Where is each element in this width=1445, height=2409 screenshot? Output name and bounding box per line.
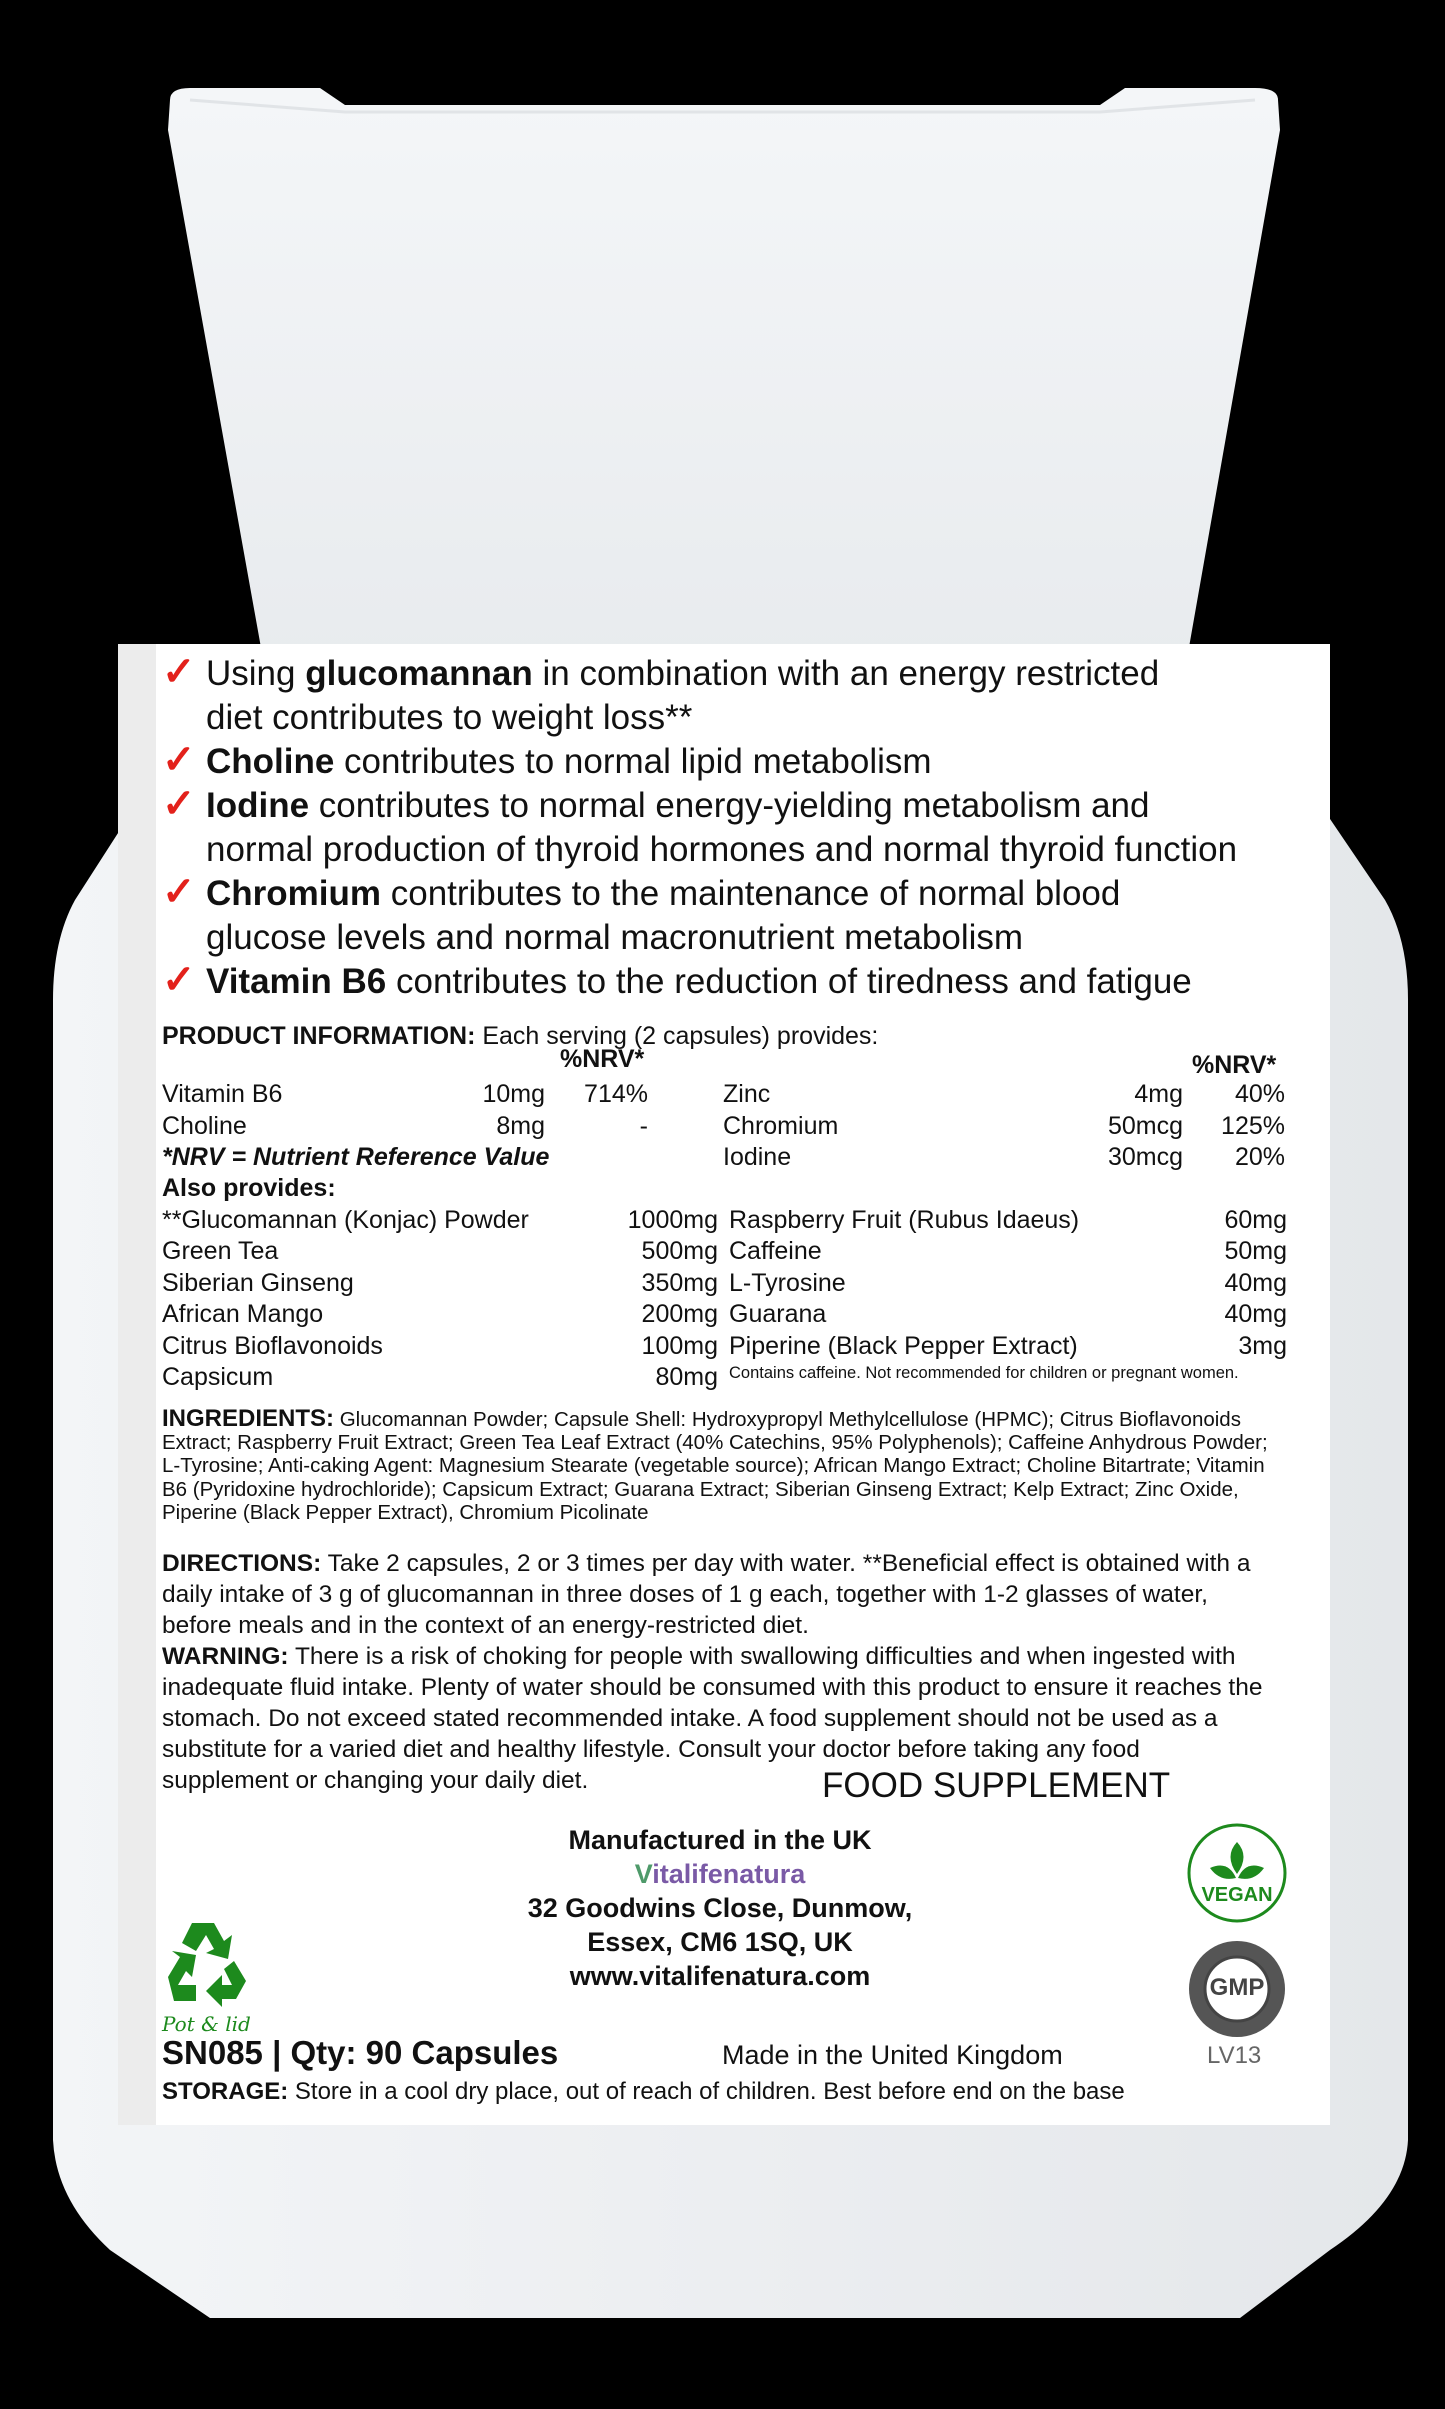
also-item-name: African Mango (162, 1300, 324, 1328)
check-icon: ✓ (162, 870, 196, 914)
vegan-badge (1186, 1822, 1288, 1924)
warning-text: There is a risk of choking for people with swallowing difficulties and when ingested with inadequate fluid intake. Plenty of water should be consumed with this product to ensure it reaches the stomach. Do not exceed stated recommended intake. A food supplement should not be used as a substitute for a varied diet and healthy lifestyle. Consult your doctor before taking any food supplement or changing your daily diet. (162, 1643, 1263, 1794)
nutrient-name: Chromium (723, 1112, 839, 1140)
claim-text-line2: glucose levels and normal macronutrient metabolism (206, 918, 1024, 957)
directions-paragraph (162, 1548, 1282, 1641)
manufactured-in: Manufactured in the UK (568, 1825, 872, 1855)
storage-text: Store in a cool dry place, out of reach of children. Best before end on the base (288, 2078, 1125, 2105)
also-item-amount: 60mg (1224, 1206, 1287, 1234)
brand-initial: V (634, 1859, 653, 1889)
label-version: LV13 (1207, 2042, 1262, 2069)
ingredients-text: Glucomannan Powder; Capsule Shell: Hydroxypropyl Methylcellulose (HPMC); Citrus Bioflavonoids Extract; Raspberry Fruit Extract; Green Tea Leaf Extract (40% Catechins, 95% Polyphenols); Caffeine Anhydrous Powder; L-Tyrosine; Anti-caking Agent: Magnesium Stearate (vegetable source); African Mango Extract; Choline Bitartrate; Vitamin B6 (Pyridoxine hydrochloride); Capsicum Extract; Guarana Extract; Siberian Ginseng Extract; Kelp Extract; Zinc Oxide, Piperine (Black Pepper Extract), Chromium Picolinate (162, 1408, 1268, 1524)
nutrient-name: Iodine (723, 1143, 792, 1171)
recycle-badge (162, 1915, 262, 2036)
nrv-note: *NRV = Nutrient Reference Value (162, 1143, 550, 1171)
claim-glucomannan (162, 650, 1159, 740)
gmp-label: GMP (1209, 1974, 1265, 2001)
also-item-amount: 3mg (1238, 1332, 1287, 1360)
website-link[interactable]: www.vitalifenatura.com (569, 1961, 871, 1991)
warning-heading: WARNING: (162, 1643, 289, 1670)
check-icon: ✓ (162, 650, 196, 694)
also-item-amount: 80mg (655, 1363, 718, 1391)
claim-text: contributes to the reduction of tiredness and fatigue (386, 962, 1192, 1001)
nutrient-name: Vitamin B6 (162, 1080, 283, 1108)
claim-text: contributes to the maintenance of normal blood (381, 874, 1121, 913)
nutrient-name: Zinc (723, 1080, 771, 1108)
claim-bold: Chromium (206, 874, 381, 913)
label-edge-shadow (118, 644, 156, 2125)
manufacturer-block (440, 1823, 1000, 1993)
claim-text: in combination with an energy restricted (532, 654, 1160, 693)
product-info-heading (162, 1021, 878, 1053)
gmp-badge (1186, 1938, 1288, 2040)
also-item-amount: 1000mg (627, 1206, 718, 1234)
address-line1: 32 Goodwins Close, Dunmow, (527, 1893, 913, 1923)
check-icon: ✓ (162, 958, 196, 1002)
claim-text-line2: diet contributes to weight loss** (206, 698, 693, 737)
directions-text: Take 2 capsules, 2 or 3 times per day with water. **Beneficial effect is obtained with a daily intake of 3 g of glucomannan in three doses of 1 g each, together with 1-2 glasses of water, before meals and in the context of an energy-restricted diet. (162, 1550, 1251, 1639)
made-in-uk: Made in the United Kingdom (722, 2040, 1063, 2070)
nutrient-nrv: - (639, 1112, 648, 1140)
brand-rest: italifenatura (652, 1859, 806, 1889)
claim-choline (162, 738, 932, 784)
claim-text: contributes to normal energy-yielding metabolism and (309, 786, 1150, 825)
claim-text-line2: normal production of thyroid hormones and normal thyroid function (206, 830, 1238, 869)
directions-heading: DIRECTIONS: (162, 1550, 322, 1577)
also-item-amount: 50mg (1224, 1237, 1287, 1265)
ingredients-paragraph (162, 1407, 1272, 1524)
nutrient-amount: 50mcg (1107, 1112, 1183, 1140)
also-item-name: **Glucomannan (Konjac) Powder (162, 1206, 529, 1234)
vegan-label: VEGAN (1201, 1884, 1273, 1906)
nutrient-amount: 30mcg (1107, 1143, 1183, 1171)
food-supplement-title: FOOD SUPPLEMENT (822, 1766, 1171, 1805)
heading-text: Each serving (2 capsules) provides: (475, 1022, 879, 1050)
nutrient-nrv: 714% (584, 1080, 648, 1108)
also-item-name: Raspberry Fruit (Rubus Idaeus) (729, 1206, 1080, 1234)
also-item-amount: 500mg (641, 1237, 718, 1265)
storage-line (162, 2078, 1125, 2106)
brand-name (440, 1857, 1000, 1891)
nrv-header-right: %NRV* (1192, 1051, 1277, 1079)
also-item-name: Piperine (Black Pepper Extract) (729, 1332, 1078, 1360)
nutrient-amount: 8mg (496, 1112, 545, 1140)
also-item-name: Siberian Ginseng (162, 1269, 354, 1297)
also-item-name: Caffeine (729, 1237, 822, 1265)
claim-bold: Choline (206, 742, 335, 781)
nutrient-nrv: 40% (1234, 1080, 1285, 1108)
address-line2: Essex, CM6 1SQ, UK (587, 1927, 853, 1957)
vegan-leaf-icon (1186, 1822, 1288, 1924)
also-item-name: Capsicum (162, 1363, 274, 1391)
also-item-name: Green Tea (162, 1237, 279, 1265)
check-icon: ✓ (162, 738, 196, 782)
also-item-name: Citrus Bioflavonoids (162, 1332, 383, 1360)
also-item-name: L-Tyrosine (729, 1269, 846, 1297)
also-item-name: Guarana (729, 1300, 827, 1328)
heading-bold: PRODUCT INFORMATION: (162, 1022, 476, 1050)
nutrient-nrv: 125% (1221, 1112, 1285, 1140)
claim-bold: Vitamin B6 (206, 962, 387, 1001)
claim-iodine (162, 782, 1237, 872)
sku-quantity: SN085 | Qty: 90 Capsules (162, 2034, 559, 2071)
ingredients-heading: INGREDIENTS: (162, 1405, 335, 1432)
nutrient-amount: 4mg (1134, 1080, 1183, 1108)
also-item-amount: 100mg (641, 1332, 718, 1360)
also-item-amount: 350mg (641, 1269, 718, 1297)
storage-heading: STORAGE: (162, 2078, 289, 2105)
claim-text: Using (206, 654, 306, 693)
also-item-amount: 40mg (1224, 1269, 1287, 1297)
nrv-header-left: %NRV* (560, 1045, 645, 1073)
nutrient-name: Choline (162, 1112, 247, 1140)
nutrient-nrv: 20% (1234, 1143, 1285, 1171)
claim-vitamin-b6 (162, 958, 1192, 1004)
nutrient-amount: 10mg (482, 1080, 545, 1108)
also-item-amount: 200mg (641, 1300, 718, 1328)
claim-text: contributes to normal lipid metabolism (334, 742, 932, 781)
recycle-caption: Pot & lid (162, 2012, 251, 2036)
claim-chromium (162, 870, 1120, 960)
recycle-icon (162, 1915, 252, 2007)
also-provides-heading: Also provides: (162, 1174, 336, 1202)
caffeine-warning: Contains caffeine. Not recommended for children or pregnant women. (729, 1364, 1239, 1382)
also-item-amount: 40mg (1224, 1300, 1287, 1328)
claim-bold: glucomannan (305, 654, 533, 693)
check-icon: ✓ (162, 782, 196, 826)
claim-bold: Iodine (206, 786, 310, 825)
